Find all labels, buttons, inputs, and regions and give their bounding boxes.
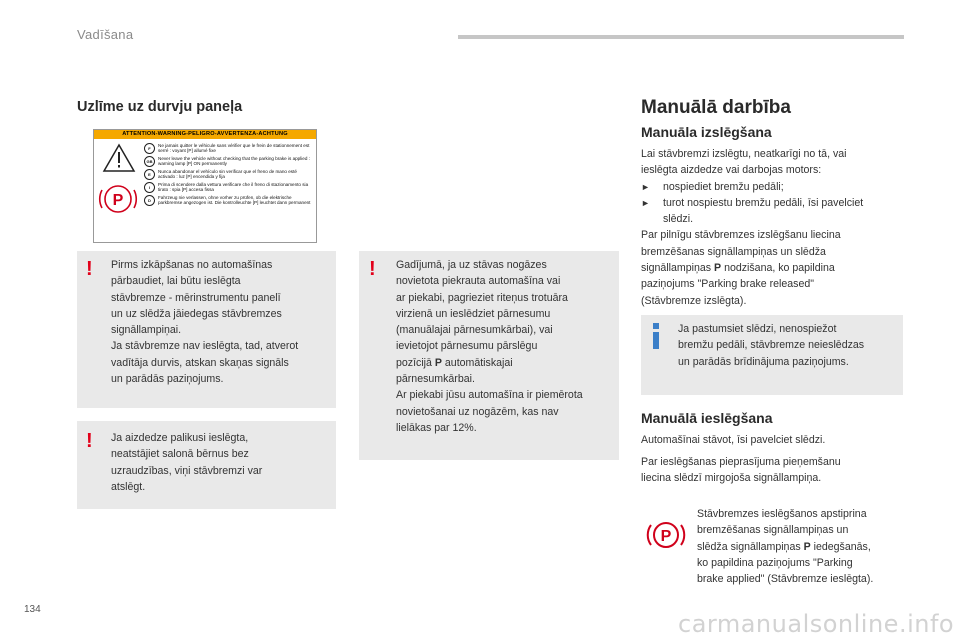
list-item: ► nospiediet bremžu pedāli; (641, 179, 911, 195)
warning-exclamation-icon: ! (369, 258, 376, 280)
label-symbols (94, 139, 144, 244)
warning-exclamation-icon: ! (86, 258, 93, 280)
label-row: E Nunca abandonar el vehículo sin verificar que el freno de mano esté activado : luz [P] encendida y fija (144, 169, 312, 180)
page-number: 134 (24, 604, 41, 615)
warning-box-3 (359, 251, 619, 460)
info-box-text: Ja pastumsiet slēdzi, nenospiežot bremžu pedāli, stāvbremze neieslēdzas un parādās brīdinājuma paziņojums. (678, 323, 865, 368)
warning-exclamation-icon: ! (86, 430, 93, 452)
label-row: F Ne jamais quitter le véhicule sans vérifier que le frein de stationnement est serré : voyant [P] allumé fixe (144, 143, 312, 154)
label-warning-triangle-icon (94, 139, 144, 239)
warning-box-1 (77, 251, 336, 408)
warning-box-2 (77, 421, 336, 509)
manual-apply-text-1: Automašīnai stāvot, īsi pavelciet slēdzi. (641, 434, 826, 446)
svg-text:P: P (112, 192, 124, 209)
warning-box-1-text: Pirms izkāpšanas no automašīnas pārbaudiet, lai būtu ieslēgta stāvbremze - mērinstrumentu panelī un uz slēdža jāiedegas stāvbremzes signāllampiņai. Ja stāvbremze nav ieslēgta, tad, atverot vadītāja durvis, atskan skaņas signāls un parādās paziņojums. (111, 259, 299, 386)
manual-release-text: Lai stāvbremzi izslēgtu, neatkarīgi no tā, vai ieslēgta aizdedze vai darbojas motors: ► nospiediet bremžu pedāli; ► turot nospiestu bremžu pedāli, īsi pavelciet slēdzi. Par pilnīgu stāvbremzes izslēgšanu liecina bremzēšanas signāllampiņas un slēdža signāllampiņas P nodzišana, ko papildina paziņojums "Parking brake released" (Stāvbremze izslēgta). (641, 146, 911, 309)
label-text-list (144, 139, 316, 244)
label-row: GB Never leave the vehicle without checking that the parking brake is applied : warning lamp [P] ON permanently (144, 156, 312, 167)
bullet-icon: ► (641, 181, 650, 192)
apply-confirm-text: Stāvbremzes ieslēgšanos apstiprina bremzēšanas signāllampiņas un slēdža signāllampiņas P iedegšanās, ko papildina paziņojums "Parking brake applied" (Stāvbremze ieslēgta). (697, 508, 874, 586)
parking-brake-letter: P (660, 528, 672, 545)
manual-apply-text-2: Par ieslēgšanas pieprasījuma pieņemšanu liecina slēdzī mirgojoša signāllampiņa. (641, 456, 841, 485)
info-box (641, 315, 903, 395)
label-row: I Prima di scendere dalla vettura verificare che il freno di stazionamento sia tirato : spia [P] accesa fissa (144, 182, 312, 193)
watermark: carmanualsonline.info (678, 610, 955, 638)
right-title: Manuālā darbība (641, 97, 791, 118)
parking-brake-icon (645, 518, 687, 552)
header-bar (458, 35, 904, 39)
bullet-icon: ► (641, 197, 650, 208)
door-label-image (93, 129, 317, 243)
info-i-icon (651, 323, 661, 349)
manual-apply-heading: Manuālā ieslēgšana (641, 410, 773, 426)
left-title: Uzlīme uz durvju paneļa (77, 99, 243, 115)
list-item: ► turot nospiestu bremžu pedāli, īsi pavelciet (641, 195, 911, 211)
warning-box-2-text: Ja aizdedze palikusi ieslēgta, neatstājiet salonā bērnus bez uzraudzības, viņi stāvbremzi var atslēgt. (111, 432, 263, 493)
warning-box-3-text: Gadījumā, ja uz stāvas nogāzes novietota piekrauta automašīna vai ar piekabi, pagrieziet riteņus trotuāra virzienā un ieslēdziet pārnesumu (manuālajai pārnesumkārbai), vai ievietojot pārnesumu pārslēgu pozīcijā P automātiskajai pārnesumkārbai. Ar piekabi jūsu automašīna ir piemērota novietošanai uz nogāzēm, kas nav lielākas par 12%. (396, 259, 583, 434)
label-row: D Fahrzeug nie verlassen, ohne vorher zu prüfen, ob die elektrische parkbremse angezogen ist. Die kontrolleuchte [P] leuchtet dann permanent (144, 195, 312, 206)
section-title: Vadīšana (77, 27, 134, 42)
label-heading: ATTENTION-WARNING-PELIGRO-AVVERTENZA-ACHTUNG (94, 130, 316, 139)
manual-release-heading: Manuāla izslēgšana (641, 124, 772, 140)
